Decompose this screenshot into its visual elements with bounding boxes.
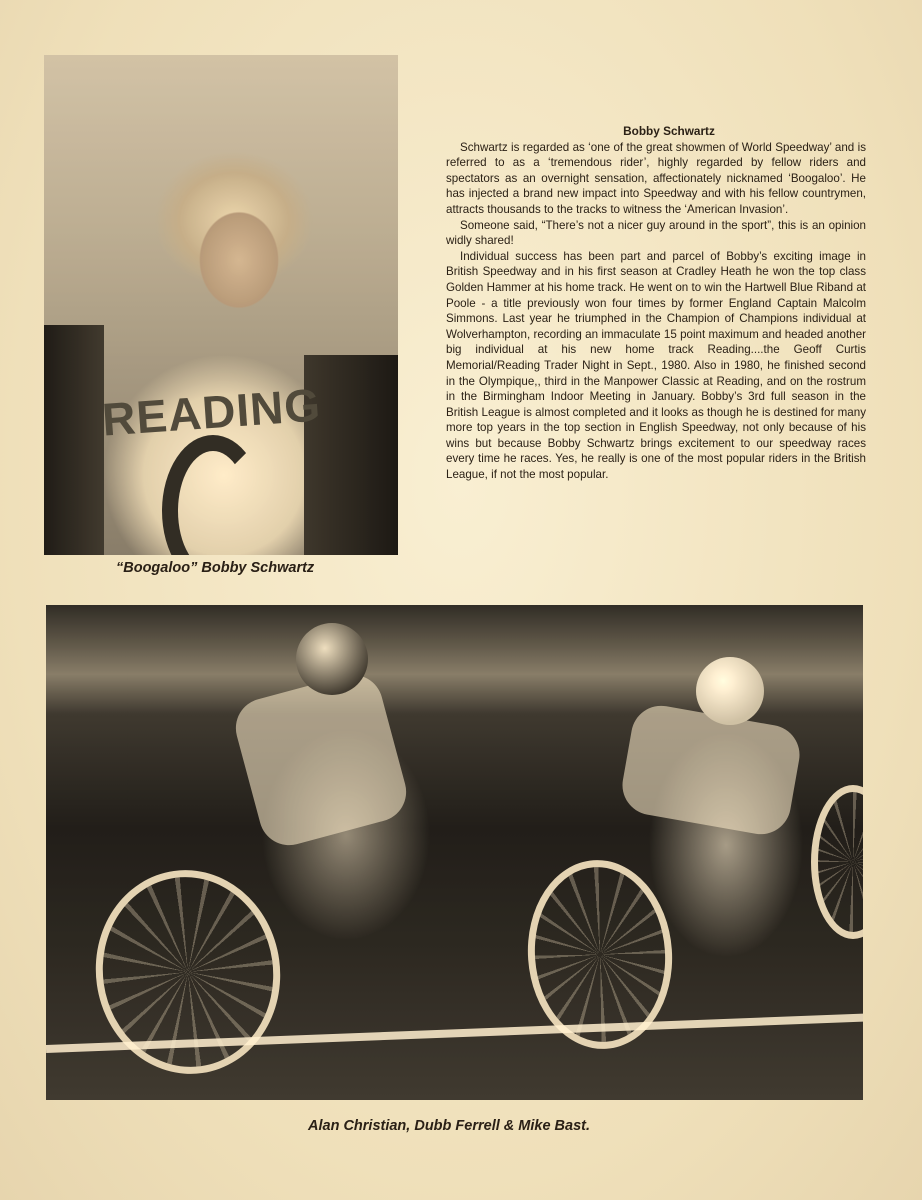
portrait-caption: “Boogaloo” Bobby Schwartz bbox=[116, 560, 315, 576]
rider-right-shape bbox=[618, 701, 805, 839]
action-caption: Alan Christian, Dubb Ferrell & Mike Bast. bbox=[308, 1118, 590, 1134]
jacket-left-shape bbox=[44, 325, 104, 555]
article-paragraph: Schwartz is regarded as ‘one of the great showmen of World Speedway’ and is referred to as a ‘tremendous rider’, highly regarded by fellow riders and spectators as an overnight sensation, affectionately nicknamed ‘Boogaloo’. He has injected a brand new impact into Speedway and with his fellow countrymen, attracts thousands to the tracks to witness the ‘American Invasion’. bbox=[446, 140, 866, 216]
helmet-left bbox=[296, 623, 368, 695]
article-paragraph: Individual success has been part and parcel of Bobby’s exciting image in British Speedway and in his first season at Cradley Heath he won the top class Golden Hammer at his home track. He went on to win the Hartwell Blue Riband at Poole - a title previously won four times by former England Captain Malcolm Simmons. Last year he triumphed in the Champion of Champions individual at Wolverhampton, recording an immaculate 15 point maximum and headed another big individual at his new home track Reading....the Geoff Curtis Memorial/Reading Trader Night in Sept., 1980. Also in 1980, he finished second in the Olympique,, third in the Manpower Classic at Reading, and on the rostrum in the Birmingham Indoor Meeting in January. Bobby’s 3rd full season in the British League is almost completed and it looks as though he is destined for many more top years in the top section in English Speedway, not only because of his wins but because Bobby Schwartz brings excitement to our speedway races every time he races. Yes, he really is one of the most popular riders in the British League, if not the most popular. bbox=[446, 249, 866, 482]
helmet-right bbox=[696, 657, 764, 725]
race-action-photo bbox=[46, 605, 863, 1100]
article bbox=[446, 124, 866, 483]
wheel-edge bbox=[811, 785, 863, 939]
wheel-front-left bbox=[83, 858, 294, 1086]
bib-lettering: READING bbox=[100, 378, 323, 446]
article-title: Bobby Schwartz bbox=[623, 124, 715, 138]
rider-left-shape bbox=[229, 668, 413, 852]
article-paragraph: Someone said, “There’s not a nicer guy around in the sport”, this is an opinion widly shared! bbox=[446, 218, 866, 248]
portrait-photo bbox=[44, 55, 398, 555]
bib-emblem bbox=[162, 435, 264, 555]
